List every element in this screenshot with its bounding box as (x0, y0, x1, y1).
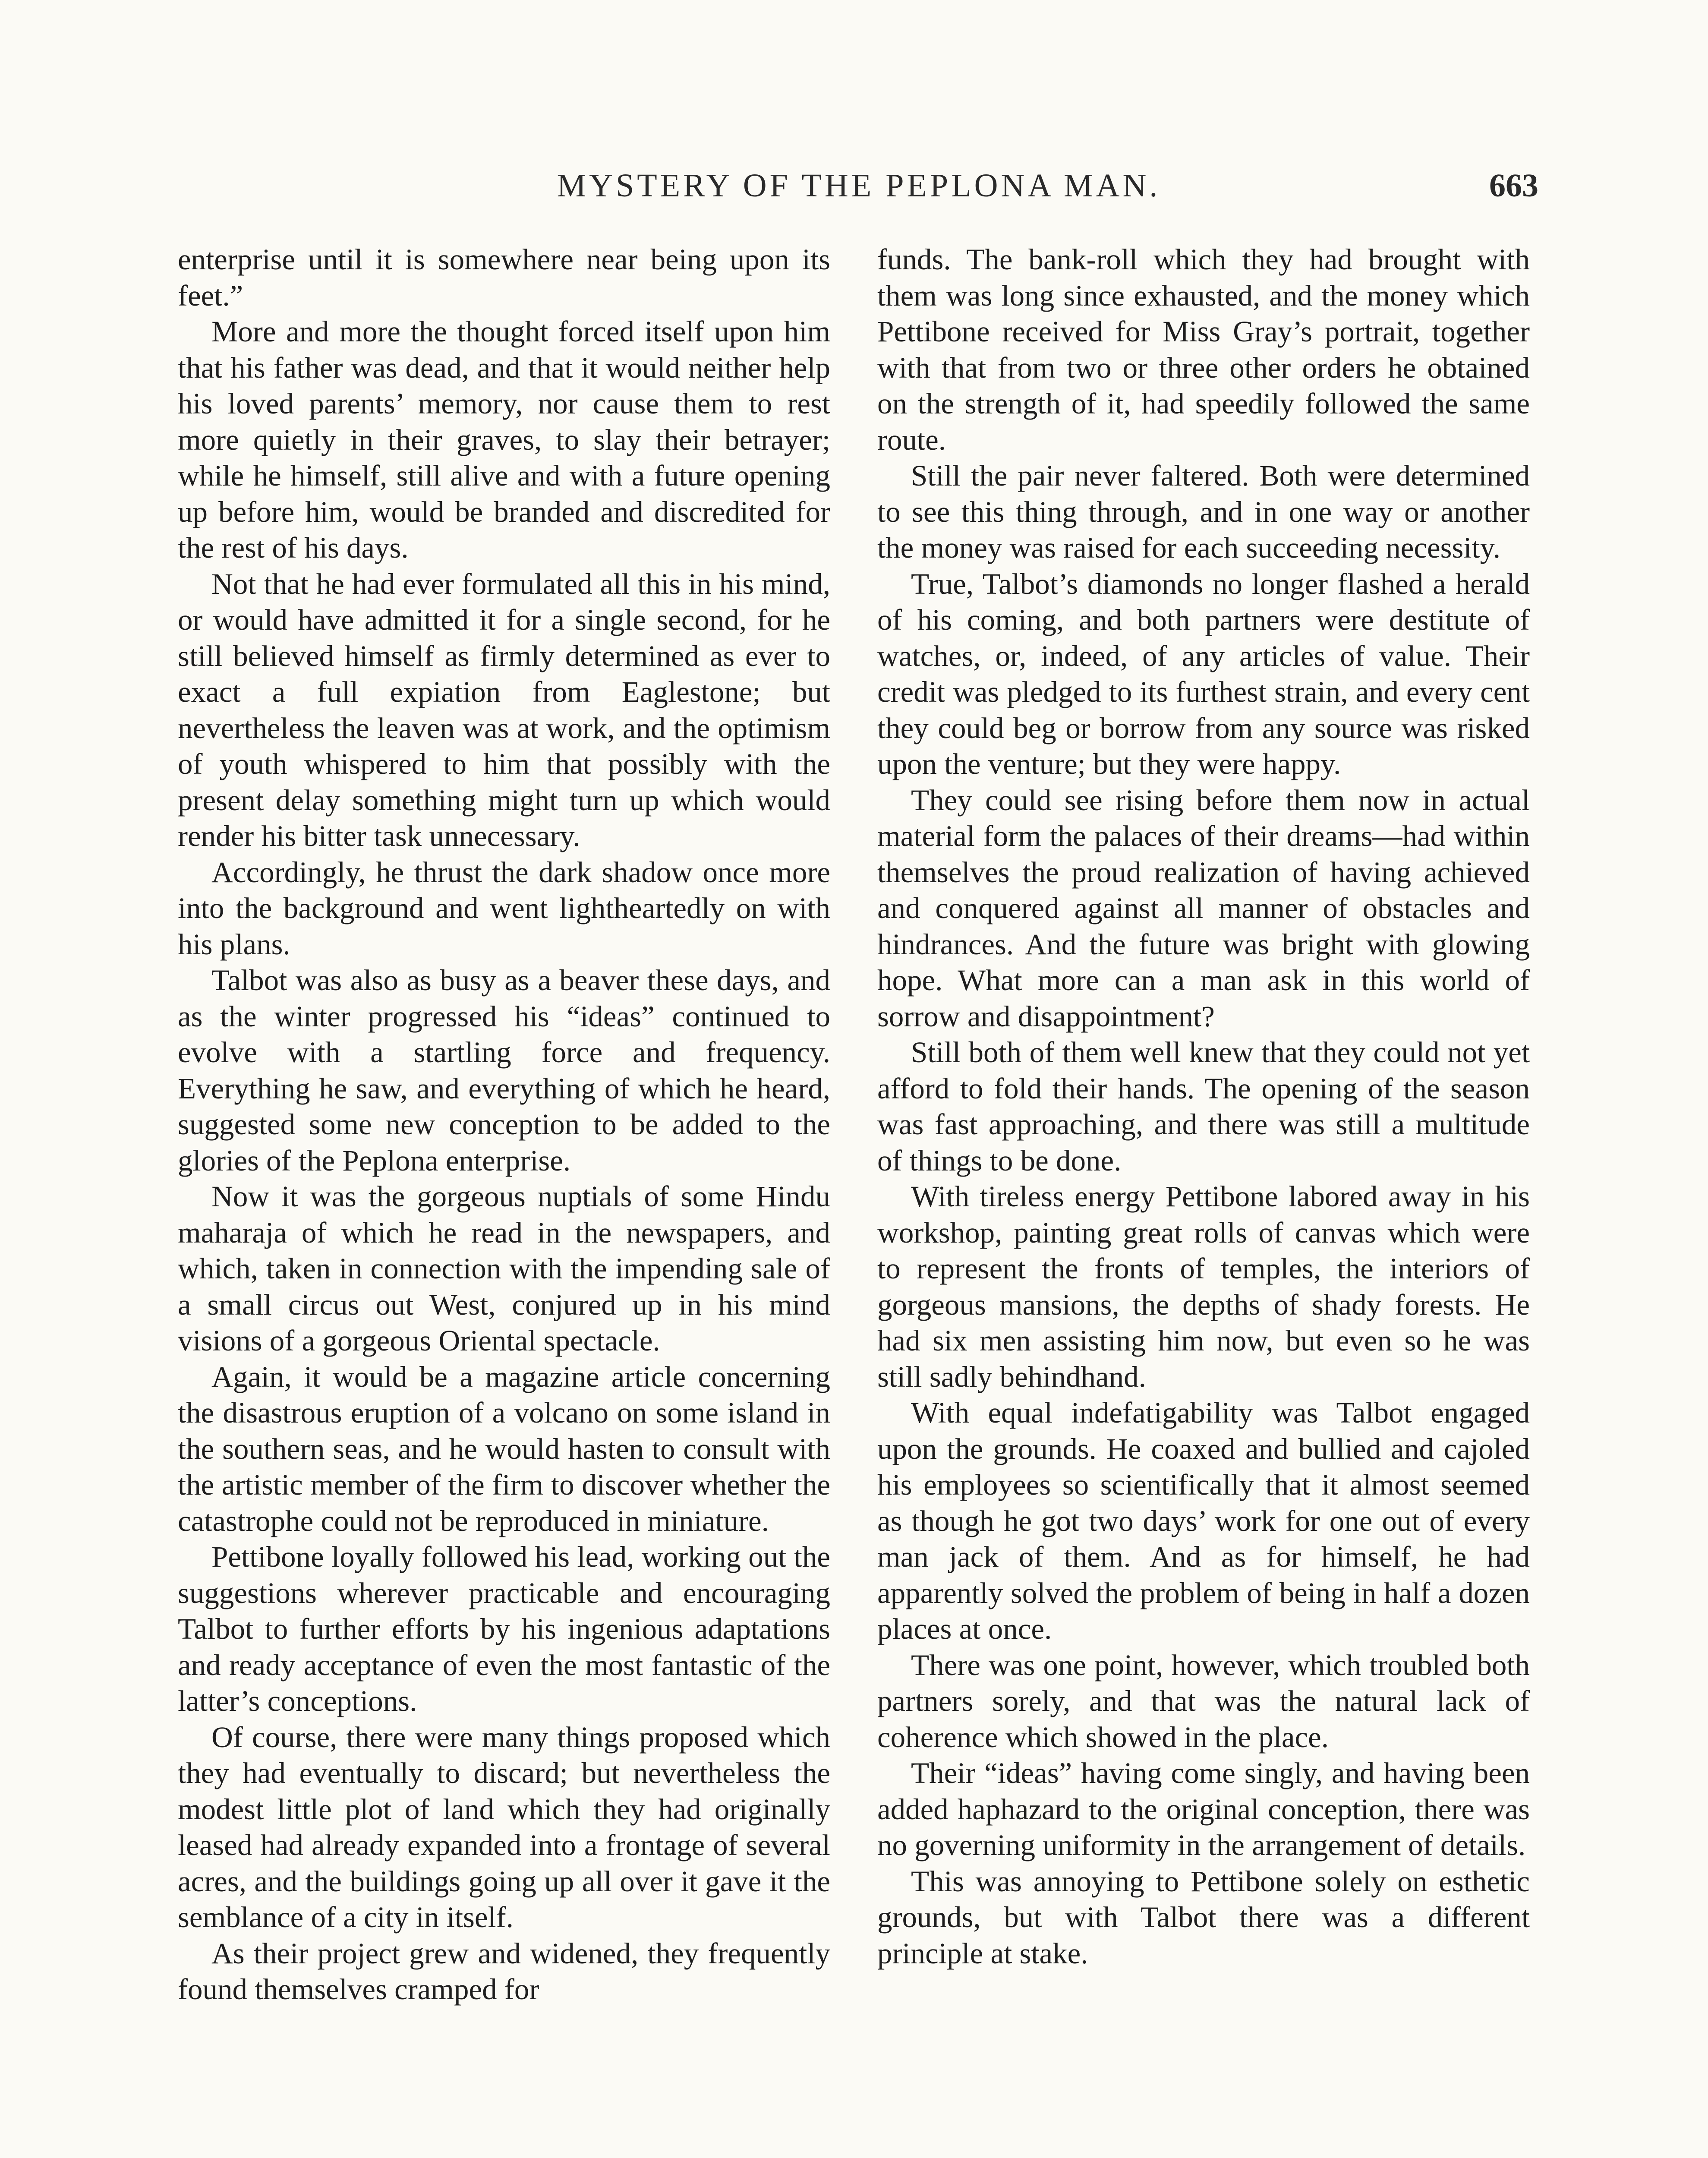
paragraph: With equal indefatigability was Talbot engaged upon the grounds. He coaxed and bullied and cajoled his employees so scientifically that it almost seemed as though he got two days’ work for one out of every man jack of them. And as for himself, he had apparently solved the problem of being in half a dozen places at once. (877, 1396, 1530, 1645)
paragraph: Still both of them well knew that they could not yet afford to fold their hands. The opening of the season was fast approaching, and there was still a multitude of things to be done. (877, 1036, 1530, 1177)
paragraph: Still the pair never faltered. Both were determined to see this thing through, and in one way or another the money was raised for each succeeding necessity. (877, 459, 1530, 564)
paragraph: funds. The bank-roll which they had brought with them was long since exhausted, and the money which Pettibone received for Miss Gray’s portrait, together with that from two or three other orders he obtained on the strength of it, had speedily followed the same route. (877, 243, 1530, 456)
page-header (179, 160, 1538, 211)
paragraph: Talbot was also as busy as a beaver these days, and as the winter progressed his “ideas” continued to evolve with a startling force and frequency. Everything he saw, and everything of which he heard, suggested some new conception to be added to the glories of the Peplona enterprise. (178, 964, 830, 1177)
page-number: 663 (1489, 167, 1538, 204)
paragraph: More and more the thought forced itself upon him that his father was dead, and that it would neither help his loved parents’ memory, nor cause them to rest more quietly in their graves, to slay their betrayer; while he himself, still alive and with a future opening up before him, would be branded and discredited for the rest of his days. (178, 315, 830, 564)
paragraph: Not that he had ever formulated all this in his mind, or would have admitted it for a single second, for he still believed himself as firmly determined as ever to exact a full expiation from Eaglestone; but nevertheless the leaven was at work, and the optimism of youth whispered to him that possibly with the present delay something might turn up which would render his bitter task unnecessary. (178, 567, 830, 852)
paragraph: With tireless energy Pettibone labored away in his workshop, painting great rolls of canvas which were to represent the fronts of temples, the interiors of gorgeous mansions, the depths of shady forests. He had six men assisting him now, but even so he was still sadly behindhand. (877, 1180, 1530, 1393)
left-column (178, 242, 830, 2008)
paragraph: enterprise until it is somewhere near being upon its feet.” (178, 243, 830, 312)
paragraph: Now it was the gorgeous nuptials of some Hindu maharaja of which he read in the newspapers, and which, taken in connection with the impending sale of a small circus out West, conjured up in his mind visions of a gorgeous Oriental spectacle. (178, 1180, 830, 1357)
paragraph: Again, it would be a magazine article concerning the disastrous eruption of a volcano on some island in the southern seas, and he would hasten to consult with the artistic member of the firm to discover whether the catastrophe could not be reproduced in miniature. (178, 1360, 830, 1537)
running-title: MYSTERY OF THE PEPLONA MAN. (557, 167, 1161, 204)
paragraph: Of course, there were many things proposed which they had eventually to discard; but nevertheless the modest little plot of land which they had originally leased had already expanded into a frontage of several acres, and the buildings going up all over it gave it the semblance of a city in itself. (178, 1720, 830, 1934)
right-column (877, 242, 1530, 1972)
paragraph: There was one point, however, which troubled both partners sorely, and that was the natural lack of coherence which showed in the place. (877, 1648, 1530, 1754)
paragraph: True, Talbot’s diamonds no longer flashed a herald of his coming, and both partners were destitute of watches, or, indeed, of any articles of value. Their credit was pledged to its furthest strain, and every cent they could beg or borrow from any source was risked upon the venture; but they were happy. (877, 567, 1530, 780)
paragraph: Accordingly, he thrust the dark shadow once more into the background and went lightheartedly on with his plans. (178, 855, 830, 961)
paragraph: As their project grew and widened, they frequently found themselves cramped for (178, 1937, 830, 2006)
paragraph: Their “ideas” having come singly, and having been added haphazard to the original conception, there was no governing uniformity in the arrangement of details. (877, 1757, 1530, 1861)
paragraph: This was annoying to Pettibone solely on esthetic grounds, but with Talbot there was a different principle at stake. (877, 1865, 1530, 1970)
paragraph: They could see rising before them now in actual material form the palaces of their dreams—had within themselves the proud realization of having achieved and conquered against all manner of obstacles and hindrances. And the future was bright with glowing hope. What more can a man ask in this world of sorrow and disappointment? (877, 783, 1530, 1033)
paragraph: Pettibone loyally followed his lead, working out the suggestions wherever practicable and encouraging Talbot to further efforts by his ingenious adaptations and ready acceptance of even the most fantastic of the latter’s conceptions. (178, 1540, 830, 1717)
